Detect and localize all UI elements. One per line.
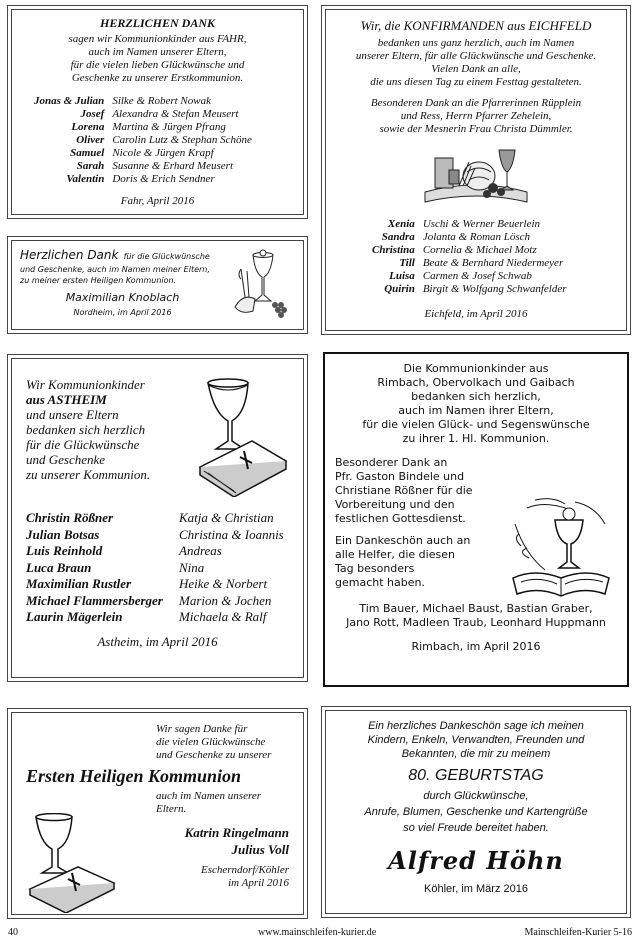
ad-rimbach-place: Rimbach, im April 2016 <box>411 640 541 653</box>
ad-eichfeld <box>325 9 627 331</box>
ad-knoblach-place: Nordheim, im April 2016 <box>73 308 172 317</box>
ad-astheim-text: Wir Kommunionkinder aus ASTHEIM und unsere Eltern bedanken sich herzlich für die Glückwünsche und Geschenke zu unserer Kommunion. <box>26 377 151 482</box>
ad-astheim <box>11 358 304 678</box>
ad-eichfeld-thanks: Besonderen Dank an die Pfarrerinnen Rüpplein und Ress, Herrn Pfarrer Zehelein, sowie der Mesnerin Frau Christa Dümmler. <box>370 97 582 135</box>
ad-fahr-text: sagen wir Kommunionkinder aus FAHR, auch im Namen unserer Eltern, für die vielen lieben Glückwünsche und Geschenke zu unserer Erstkommunion. <box>68 33 247 84</box>
ad-knoblach-title: Herzlichen Dank <box>20 248 119 262</box>
ad-rimbach-thanks: Besonderer Dank an Pfr. Gaston Bindele und Christiane Rößner für die Vorbereitung und den festlichen Gottesdienst. <box>335 456 473 525</box>
ad-hoehn-place: Köhler, im März 2016 <box>424 883 528 895</box>
ad-astheim-names: Christin Rößner Katja & Christian Julian Botsas Christina & Ioannis Luis Reinhold Andreas Luca Braun Nina Maximilian Rustler Heike & Norbert Michael Flammersberger Marion & Jochen Laurin Mägerlein Michaela & Ralf <box>26 510 284 624</box>
ad-ringelmann-text-top: Wir sagen Danke für die vielen Glückwünsche und Geschenke zu unserer <box>156 723 272 761</box>
ad-ringelmann-text-bottom: auch im Namen unserer Eltern. <box>156 790 261 815</box>
chalice-bible-illustration <box>190 377 290 497</box>
ad-knoblach <box>11 240 304 330</box>
ad-fahr-title: HERZLICHEN DANK <box>99 16 216 30</box>
ad-eichfeld-place: Eichfeld, im April 2016 <box>424 308 528 320</box>
ad-ringelmann <box>11 712 304 915</box>
ad-hoehn-signature: Alfred Höhn <box>388 846 564 875</box>
ad-hoehn-headline: 80. GEBURTSTAG <box>408 767 544 784</box>
ad-eichfeld-text: bedanken uns ganz herzlich, auch im Namen unserer Eltern, für alle Glückwünsche und Geschenke. Vielen Dank an alle, die uns diesen Tag zu einem Festtag gestalteten. <box>355 37 597 88</box>
ad-eichfeld-title: Wir, die KONFIRMANDEN aus EICHFELD <box>360 18 592 33</box>
ad-ringelmann-headline: Ersten Heiligen Kommunion <box>26 766 242 786</box>
ad-fahr <box>11 9 304 215</box>
ad-rimbach <box>323 352 629 687</box>
chalice-bread-grapes-illustration <box>231 249 293 319</box>
ad-astheim-place: Astheim, im April 2016 <box>97 633 218 649</box>
ad-rimbach-text: Die Kommunionkinder aus Rimbach, Obervolkach und Gaibach bedanken sich herzlich, auch im Namen ihrer Eltern, für die vielen Glück- und Segenswünsche zu ihrer 1. Hl. Kommunion. <box>362 362 590 445</box>
chalice-book-sketch-illustration <box>505 494 615 604</box>
ad-rimbach-helpers: Ein Dankeschön auch an alle Helfer, die diesen Tag besonders gemacht haben. <box>335 534 471 589</box>
ad-fahr-names: Jonas & Julian Silke & Robert Nowak Josef Alexandra & Stefan Meusert Lorena Martina & Jürgen Pfrang Oliver Carolin Lutz & Stephan Schöne Samuel Nicole & Jürgen Krapf Sarah Susanne & Erhard Meusert Valentin Doris & Erich Sendner <box>34 95 252 185</box>
communion-bread-chalice-illustration <box>421 142 531 212</box>
page-number: 40 <box>8 927 18 938</box>
ad-ringelmann-names: Katrin Ringelmann Julius Voll <box>184 825 289 857</box>
ad-eichfeld-names: Xenia Uschi & Werner Beuerlein Sandra Jolanta & Roman Lösch Christina Cornelia & Michael Motz Till Beate & Bernhard Niedermeyer Luisa Carmen & Josef Schwab Quirin Birgit & Wolfgang Schwanfelder <box>372 218 567 295</box>
website-link[interactable]: www.mainschleifen-kurier.de <box>258 927 377 938</box>
ad-hoehn <box>325 710 627 914</box>
ad-hoehn-text-bottom: durch Glückwünsche, Anrufe, Blumen, Geschenke und Kartengrüße so viel Freude bereitet haben. <box>364 790 588 834</box>
ad-fahr-place: Fahr, April 2016 <box>120 195 195 207</box>
ad-knoblach-text: Herzlichen Dank für die Glückwünsche und Geschenke, auch im Namen meiner Eltern, zu meiner ersten Heiligen Kommunion. Maximilian Knoblach Nordheim, im April 2016 <box>20 247 225 317</box>
ad-rimbach-names: Tim Bauer, Michael Baust, Bastian Graber, Jano Rott, Madleen Traub, Leonhard Huppmann <box>346 602 606 629</box>
ad-knoblach-name: Maximilian Knoblach <box>65 291 180 304</box>
ad-hoehn-text-top: Ein herzliches Dankeschön sage ich meinen Kindern, Enkeln, Verwandten, Freunden und Bekannten, die mir zu meinem <box>367 720 585 760</box>
chalice-bible-illustration-small <box>22 813 122 913</box>
ad-ringelmann-place: Escherndorf/Köhler im April 2016 <box>201 864 289 889</box>
issue-label: Mainschleifen-Kurier 5-16 <box>524 927 632 938</box>
